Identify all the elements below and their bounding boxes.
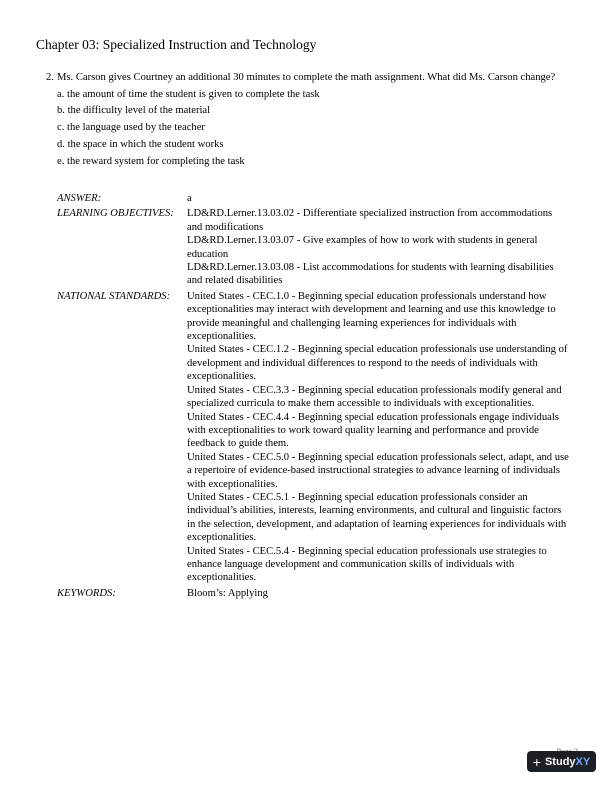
answer-label: ANSWER:: [57, 193, 102, 204]
standard-item: United States - CEC.5.0 - Beginning special education professionals select, adapt, and use a repertoire of evidence-based instructional strategies to advance learning of individuals with exceptionalities.: [187, 451, 569, 490]
keywords-value: Bloom’s: Applying: [187, 587, 268, 599]
question-number: 2.: [46, 72, 54, 83]
answer-options: [57, 88, 566, 169]
keywords-row: [57, 587, 569, 600]
standard-item: United States - CEC.5.4 - Beginning special education professionals use strategies to enhance language development and communication skills of individuals with exceptionalities.: [187, 545, 547, 584]
option-e: e. the reward system for completing the task: [57, 156, 245, 168]
chapter-title: Chapter 03: Specialized Instruction and Technology: [36, 37, 317, 52]
keywords-label: KEYWORDS:: [57, 587, 116, 599]
plus-icon: +: [532, 753, 541, 770]
option-b: b. the difficulty level of the material: [57, 105, 211, 117]
standards-list: [187, 290, 569, 585]
question-metadata: [57, 192, 569, 602]
objective-item: LD&RD.Lerner.13.03.07 - Give examples of how to work with students in general education: [187, 235, 538, 260]
standards-label: NATIONAL STANDARDS:: [57, 290, 171, 302]
option-c: c. the language used by the teacher: [57, 122, 205, 134]
objective-item: LD&RD.Lerner.13.03.08 - List accommodations for students with learning disabilities and related disabilities: [187, 262, 554, 287]
question-text: Ms. Carson gives Courtney an additional 30 minutes to complete the math assignment. What did Ms. Carson change?: [57, 72, 556, 83]
option-a: a. the amount of time the student is given to complete the task: [57, 88, 320, 100]
objectives-row: [57, 207, 569, 287]
objectives-list: [187, 207, 569, 287]
badge-study-text: Study: [544, 755, 576, 768]
objective-item: LD&RD.Lerner.13.03.02 - Differentiate specialized instruction from accommodations and modifications: [187, 208, 553, 233]
standard-item: United States - CEC.1.0 - Beginning special education professionals understand how exceptionalities may interact with development and learning and use this knowledge to provide meaningful and challenging learning experiences for individuals with exceptionalities.: [187, 290, 556, 343]
question-stem: [46, 71, 566, 85]
standards-row: [57, 290, 569, 585]
answer-row: [57, 192, 569, 205]
question-block: [46, 71, 566, 172]
standard-item: United States - CEC.4.4 - Beginning special education professionals engage individuals with exceptionalities to work toward quality learning and performance and provide feedback to guide them.: [187, 411, 559, 450]
answer-value: a: [187, 193, 192, 204]
objectives-label: LEARNING OBJECTIVES:: [57, 208, 174, 220]
studyxy-badge[interactable]: [527, 751, 596, 772]
standard-item: United States - CEC.3.3 - Beginning special education professionals modify general and specialized curricula to make them accessible to individuals with exceptionalities.: [187, 384, 562, 410]
standard-item: United States - CEC.1.2 - Beginning special education professionals use understanding of development and individual differences to respond to the needs of individuals with exceptionalities.: [187, 344, 568, 383]
option-d: d. the space in which the student works: [57, 139, 224, 151]
badge-xy-text: XY: [575, 755, 591, 768]
standard-item: United States - CEC.5.1 - Beginning special education professionals consider an individual’s abilities, interests, learning environments, and cultural and linguistic factors in the selection, development, and adaptation of learning experiences for individuals with exceptionalities.: [187, 491, 567, 544]
